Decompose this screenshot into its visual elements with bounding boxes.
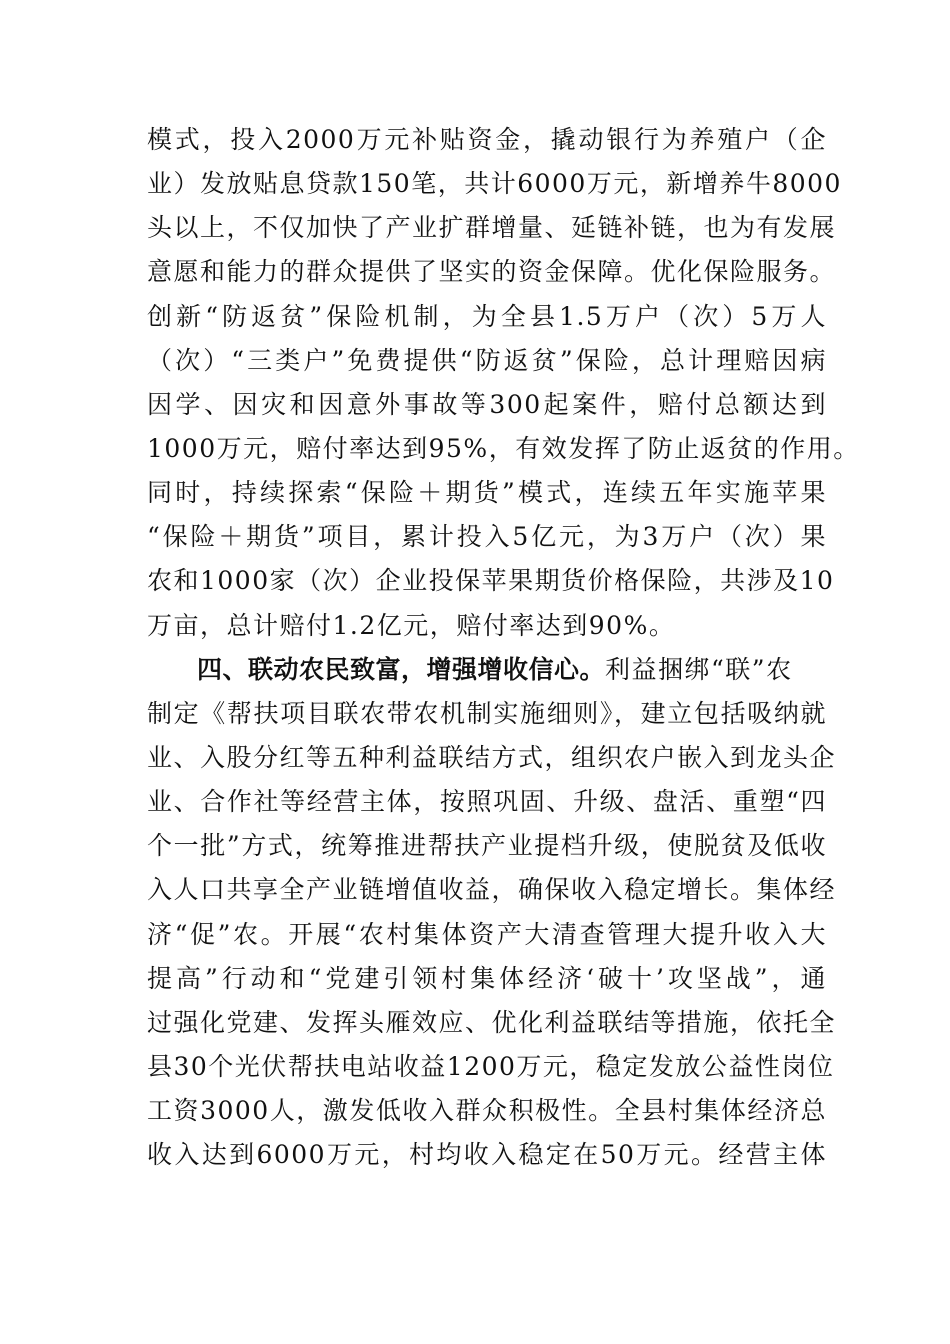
text-line-last: 万亩，总计赔付1.2亿元，赔付率达到90%。 bbox=[147, 611, 676, 640]
text-line: 县30个光伏帮扶电站收益1200万元，稳定发放公益性岗位 bbox=[147, 1052, 835, 1081]
text-line: 业）发放贴息贷款150笔，共计6000万元，新增养牛8000 bbox=[147, 169, 842, 198]
section-four-first-line-rest: 利益捆绑“联”农 bbox=[605, 655, 793, 684]
text-line: 工资3000人，激发低收入群众积极性。全县村集体经济总 bbox=[147, 1096, 827, 1125]
text-line: 1000万元，赔付率达到95%，有效发挥了防止返贫的作用。 bbox=[147, 434, 860, 463]
text-line: 个一批”方式，统筹推进帮扶产业提档升级，使脱贫及低收 bbox=[147, 831, 827, 860]
text-line: 同时，持续探索“保险＋期货”模式，连续五年实施苹果 bbox=[147, 478, 827, 507]
text-line: 创新“防返贫”保险机制，为全县1.5万户（次）5万人 bbox=[147, 302, 827, 331]
text-line: 头以上，不仅加快了产业扩群增量、延链补链，也为有发展 bbox=[147, 213, 837, 242]
text-line: 提高”行动和“党建引领村集体经济‘破十’攻坚战”，通 bbox=[147, 964, 827, 993]
text-line: 济“促”农。开展“农村集体资产大清查管理大提升收入大 bbox=[147, 920, 827, 949]
section-four-first-line bbox=[197, 648, 827, 692]
text-line: 制定《帮扶项目联农带农机制实施细则》，建立包括吸纳就 bbox=[147, 699, 827, 728]
text-line: “保险＋期货”项目，累计投入5亿元，为3万户（次）果 bbox=[147, 522, 827, 551]
text-line: 因学、因灾和因意外事故等300起案件，赔付总额达到 bbox=[147, 390, 827, 419]
section-four-heading: 四、联动农民致富，增强增收信心。 bbox=[197, 655, 606, 684]
text-line: 过强化党建、发挥头雁效应、优化利益联结等措施，依托全 bbox=[147, 1008, 837, 1037]
text-line: 收入达到6000万元，村均收入稳定在50万元。经营主体 bbox=[147, 1140, 827, 1169]
text-line: 入人口共享全产业链增值收益，确保收入稳定增长。集体经 bbox=[147, 875, 837, 904]
text-line: 农和1000家（次）企业投保苹果期货价格保险，共涉及10 bbox=[147, 566, 835, 595]
text-line: 模式，投入2000万元补贴资金，撬动银行为养殖户（企 bbox=[147, 125, 827, 154]
text-line: 业、合作社等经营主体，按照巩固、升级、盘活、重塑“四 bbox=[147, 787, 827, 816]
text-line: （次）“三类户”免费提供“防返贫”保险，总计理赔因病 bbox=[147, 346, 827, 375]
text-line: 业、入股分红等五种利益联结方式，组织农户嵌入到龙头企 bbox=[147, 743, 837, 772]
text-line: 意愿和能力的群众提供了坚实的资金保障。优化保险服务。 bbox=[147, 257, 837, 286]
